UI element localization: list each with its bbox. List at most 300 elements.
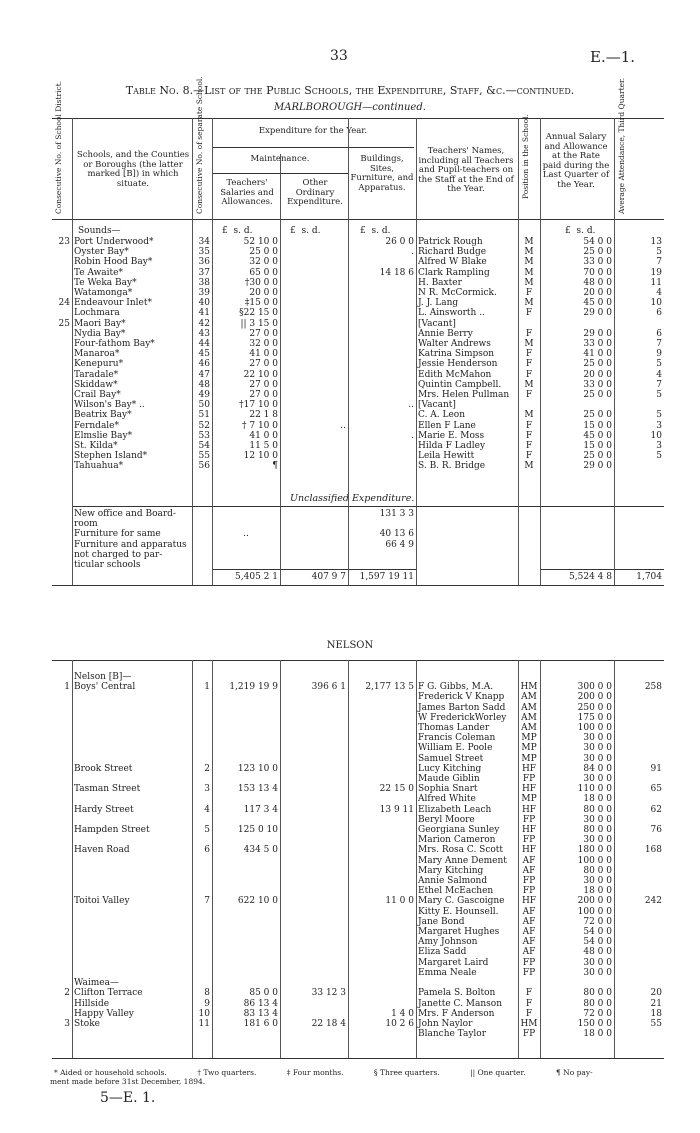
nelson-row bbox=[52, 917, 664, 927]
buildings-expenditure bbox=[348, 703, 416, 713]
other-expenditure bbox=[280, 876, 348, 886]
marlborough-row bbox=[52, 380, 664, 390]
average-attendance: 55 bbox=[650, 1018, 662, 1029]
school-number: 10 bbox=[198, 1008, 210, 1019]
school-name bbox=[72, 692, 192, 702]
annual-salary: 30 0 0 bbox=[583, 753, 612, 764]
school-name: Toitoi Valley bbox=[74, 896, 130, 907]
teachers-salaries: 12 10 0 bbox=[243, 451, 278, 462]
district-number: 3 bbox=[64, 1018, 70, 1029]
teacher-name: [Vacant] bbox=[418, 318, 456, 329]
average-attendance bbox=[614, 937, 664, 947]
teacher-position: AF bbox=[522, 947, 536, 958]
average-attendance bbox=[614, 461, 664, 471]
teacher-position: F bbox=[525, 988, 533, 999]
teachers-salaries: 11 5 0 bbox=[249, 441, 278, 452]
teacher-position: M bbox=[524, 267, 534, 278]
teachers-salaries bbox=[212, 835, 280, 845]
other-expenditure bbox=[280, 268, 348, 278]
school-name: Tasman Street bbox=[74, 784, 141, 795]
average-attendance bbox=[614, 815, 664, 825]
school-name bbox=[72, 835, 192, 845]
school-number bbox=[192, 754, 212, 764]
other-expenditure bbox=[280, 672, 348, 682]
average-attendance: 5 bbox=[656, 359, 662, 370]
teachers-salaries: .. bbox=[243, 529, 249, 540]
annual-salary bbox=[540, 519, 614, 529]
other-expenditure bbox=[280, 886, 348, 896]
teachers-salaries: ‡15 0 0 bbox=[244, 298, 278, 309]
district-number bbox=[52, 886, 72, 896]
teacher-position: M bbox=[524, 379, 534, 390]
teacher-position: AF bbox=[522, 906, 536, 917]
header-teachers-names: Teachers' Names, including all Teachers and Pupil-teachers on the Staff at the End of the Year. bbox=[418, 146, 514, 194]
buildings-expenditure bbox=[348, 288, 416, 298]
annual-salary: 72 0 0 bbox=[583, 916, 612, 927]
teachers-salaries bbox=[212, 774, 280, 784]
teacher-name: Margaret Laird bbox=[418, 957, 489, 968]
other-expenditure bbox=[280, 937, 348, 947]
buildings-expenditure: 40 13 6 bbox=[379, 529, 414, 540]
other-expenditure bbox=[280, 692, 348, 702]
unclassified-row bbox=[52, 519, 664, 529]
marlborough-row bbox=[52, 298, 664, 308]
footnote: * Aided or household schools. bbox=[54, 1068, 167, 1077]
annual-salary: 200 0 0 bbox=[577, 896, 612, 907]
school-name: Hardy Street bbox=[74, 804, 134, 815]
district-number bbox=[52, 703, 72, 713]
school-number bbox=[192, 907, 212, 917]
district-number bbox=[52, 754, 72, 764]
nelson-row bbox=[52, 815, 664, 825]
district-number bbox=[52, 247, 72, 257]
teacher-name bbox=[416, 672, 518, 682]
district-number bbox=[52, 1029, 72, 1039]
school-number bbox=[192, 927, 212, 937]
district-number bbox=[52, 441, 72, 451]
teacher-name: L. Ainsworth .. bbox=[418, 308, 485, 319]
unclassified-row bbox=[52, 540, 664, 550]
nelson-row bbox=[52, 835, 664, 845]
average-attendance: 10 bbox=[650, 298, 662, 309]
teachers-salaries: 86 13 4 bbox=[243, 998, 278, 1009]
other-expenditure bbox=[280, 380, 348, 390]
school-name: Boys' Central bbox=[74, 682, 136, 693]
district-number bbox=[52, 380, 72, 390]
teacher-position bbox=[518, 978, 540, 988]
district-number: 23 bbox=[58, 237, 70, 247]
district-number bbox=[52, 794, 72, 804]
buildings-expenditure bbox=[348, 886, 416, 896]
teacher-position: HF bbox=[521, 784, 537, 795]
other-expenditure bbox=[280, 896, 348, 906]
nelson-row bbox=[52, 754, 664, 764]
nelson-row bbox=[52, 1029, 664, 1039]
district-number bbox=[52, 410, 72, 420]
other-expenditure bbox=[280, 339, 348, 349]
teachers-salaries bbox=[212, 550, 280, 560]
school-name bbox=[72, 703, 192, 713]
buildings-expenditure bbox=[348, 835, 416, 845]
teacher-position: FP bbox=[522, 967, 536, 978]
marlborough-row bbox=[52, 359, 664, 369]
buildings-expenditure: .. bbox=[408, 400, 414, 411]
average-attendance bbox=[614, 519, 664, 529]
teachers-salaries: 123 10 0 bbox=[237, 763, 278, 774]
school-name: Oyster Bay* bbox=[74, 247, 129, 258]
expense-label: Furniture for same bbox=[74, 529, 161, 540]
school-number bbox=[192, 743, 212, 753]
school-number bbox=[192, 713, 212, 723]
buildings-expenditure bbox=[348, 349, 416, 359]
marlborough-row bbox=[52, 461, 664, 471]
district-number bbox=[52, 349, 72, 359]
school-number: 48 bbox=[198, 379, 210, 390]
teacher-name: Francis Coleman bbox=[418, 733, 496, 744]
teacher-position: FP bbox=[522, 1029, 536, 1040]
teacher-name: John Naylor bbox=[418, 1018, 473, 1029]
teacher-name: Eliza Sadd bbox=[418, 947, 467, 958]
teachers-salaries: 434 5 0 bbox=[243, 845, 278, 856]
currency-header-buildings: £ s. d. bbox=[360, 226, 391, 236]
other-expenditure bbox=[280, 461, 348, 471]
school-name: Elmslie Bay* bbox=[74, 430, 133, 441]
school-number: 43 bbox=[198, 328, 210, 339]
expense-label: New office and Board- bbox=[74, 509, 176, 519]
annual-salary: 15 0 0 bbox=[583, 441, 612, 452]
annual-salary: 54 0 0 bbox=[583, 937, 612, 948]
teacher-name bbox=[416, 540, 518, 550]
other-expenditure bbox=[280, 825, 348, 835]
teacher-position: F bbox=[525, 420, 533, 431]
buildings-expenditure bbox=[348, 733, 416, 743]
school-number bbox=[192, 937, 212, 947]
school-number: 5 bbox=[204, 825, 210, 836]
district-number bbox=[52, 519, 72, 529]
teacher-name bbox=[416, 529, 518, 539]
school-name: Stoke bbox=[74, 1018, 100, 1029]
marlborough-row bbox=[52, 319, 664, 329]
school-name: Te Weka Bay* bbox=[74, 277, 137, 288]
annual-salary: 29 0 0 bbox=[583, 308, 612, 319]
teachers-salaries: 117 3 4 bbox=[243, 804, 278, 815]
buildings-expenditure bbox=[348, 876, 416, 886]
teachers-salaries bbox=[212, 672, 280, 682]
region-heading-marlborough: MARLBOROUGH—continued. bbox=[274, 102, 426, 113]
footnote: || One quarter. bbox=[470, 1068, 526, 1077]
annual-salary: 300 0 0 bbox=[577, 682, 612, 693]
school-name: Hampden Street bbox=[74, 825, 150, 836]
marlborough-row bbox=[52, 370, 664, 380]
school-name bbox=[72, 947, 192, 957]
teacher-name: Leila Hewitt bbox=[418, 451, 475, 462]
school-number bbox=[192, 692, 212, 702]
page-signature: 5—E. 1. bbox=[100, 1090, 156, 1106]
district-number bbox=[52, 866, 72, 876]
other-expenditure: 33 12 3 bbox=[311, 988, 346, 999]
teachers-salaries: 83 13 4 bbox=[243, 1008, 278, 1019]
annual-salary: 80 0 0 bbox=[583, 988, 612, 999]
teacher-name: Mary Kitching bbox=[418, 865, 484, 876]
school-number: 8 bbox=[204, 988, 210, 999]
teacher-name: Alfred W Blake bbox=[418, 257, 487, 268]
teachers-salaries bbox=[212, 866, 280, 876]
annual-salary: 180 0 0 bbox=[577, 845, 612, 856]
teachers-salaries: 25 0 0 bbox=[249, 247, 278, 258]
annual-salary bbox=[540, 529, 614, 539]
other-expenditure bbox=[280, 540, 348, 550]
average-attendance bbox=[614, 835, 664, 845]
buildings-expenditure bbox=[348, 329, 416, 339]
school-number: 6 bbox=[204, 845, 210, 856]
teacher-position: M bbox=[524, 277, 534, 288]
annual-salary: 20 0 0 bbox=[583, 369, 612, 380]
teacher-name: Georgiana Sunley bbox=[418, 825, 500, 836]
average-attendance: 6 bbox=[656, 308, 662, 319]
school-number: 53 bbox=[198, 430, 210, 441]
school-name: Four-fathom Bay* bbox=[74, 339, 155, 350]
header-position: Position in the School. bbox=[521, 114, 530, 199]
school-number: 34 bbox=[198, 237, 210, 247]
district-number bbox=[52, 937, 72, 947]
school-name: Taradale* bbox=[74, 369, 119, 380]
district-number bbox=[52, 257, 72, 267]
teacher-name: Mary Anne Dement bbox=[418, 855, 507, 866]
teacher-name: Quintin Campbell. bbox=[418, 379, 502, 390]
average-attendance: 76 bbox=[650, 825, 662, 836]
district-number bbox=[52, 308, 72, 318]
teacher-position: M bbox=[524, 410, 534, 421]
other-expenditure bbox=[280, 999, 348, 1009]
teacher-position: AF bbox=[522, 916, 536, 927]
other-expenditure bbox=[280, 257, 348, 267]
unclassified-table bbox=[52, 509, 664, 570]
teacher-position: AF bbox=[522, 927, 536, 938]
teachers-salaries: 622 10 0 bbox=[237, 896, 278, 907]
teacher-name: Jane Bond bbox=[418, 916, 465, 927]
teacher-position: MP bbox=[521, 794, 537, 805]
average-attendance: 9 bbox=[656, 349, 662, 360]
buildings-expenditure: 66 4 9 bbox=[385, 539, 414, 550]
teachers-salaries bbox=[212, 856, 280, 866]
average-attendance: 258 bbox=[644, 682, 662, 693]
average-attendance: 242 bbox=[644, 896, 662, 907]
school-number bbox=[192, 958, 212, 968]
other-expenditure bbox=[280, 723, 348, 733]
school-name: Stephen Island* bbox=[74, 451, 148, 462]
teachers-salaries bbox=[212, 713, 280, 723]
nelson-row bbox=[52, 947, 664, 957]
other-expenditure bbox=[280, 298, 348, 308]
nelson-row bbox=[52, 907, 664, 917]
teachers-salaries bbox=[212, 947, 280, 957]
annual-salary bbox=[540, 672, 614, 682]
other-expenditure bbox=[280, 441, 348, 451]
average-attendance bbox=[614, 692, 664, 702]
district-number bbox=[52, 550, 72, 560]
teacher-position: MP bbox=[521, 733, 537, 744]
school-number bbox=[192, 917, 212, 927]
annual-salary bbox=[540, 540, 614, 550]
teacher-name: Lucy Kitching bbox=[418, 763, 482, 774]
district-number bbox=[52, 529, 72, 539]
annual-salary: 30 0 0 bbox=[583, 774, 612, 785]
teacher-position bbox=[518, 550, 540, 560]
average-attendance bbox=[614, 733, 664, 743]
buildings-expenditure: 131 3 3 bbox=[379, 509, 414, 519]
other-expenditure bbox=[280, 431, 348, 441]
school-name bbox=[72, 743, 192, 753]
teacher-name: William E. Poole bbox=[418, 743, 493, 754]
other-expenditure bbox=[280, 288, 348, 298]
buildings-expenditure bbox=[348, 845, 416, 855]
annual-salary: 30 0 0 bbox=[583, 835, 612, 846]
buildings-expenditure bbox=[348, 370, 416, 380]
teachers-salaries: † 7 10 0 bbox=[242, 420, 278, 431]
annual-salary: 175 0 0 bbox=[577, 712, 612, 723]
average-attendance: 3 bbox=[656, 441, 662, 452]
average-attendance bbox=[614, 400, 664, 410]
average-attendance: 20 bbox=[650, 988, 662, 999]
buildings-expenditure bbox=[348, 907, 416, 917]
teacher-name: Ethel McEachen bbox=[418, 886, 494, 897]
school-number: 1 bbox=[204, 682, 210, 693]
district-number: 2 bbox=[64, 988, 70, 999]
teacher-position: AM bbox=[521, 723, 537, 734]
other-expenditure bbox=[280, 978, 348, 988]
expense-label: room bbox=[74, 519, 98, 530]
teacher-position: AM bbox=[521, 692, 537, 703]
buildings-expenditure bbox=[348, 461, 416, 471]
teachers-salaries bbox=[212, 917, 280, 927]
district-number bbox=[52, 784, 72, 794]
teachers-salaries: 1,219 19 9 bbox=[229, 682, 278, 693]
marlborough-row bbox=[52, 339, 664, 349]
teacher-name: Marion Cameron bbox=[418, 835, 496, 846]
district-number bbox=[52, 560, 72, 570]
school-number: 47 bbox=[198, 369, 210, 380]
school-name: Manaroa* bbox=[74, 349, 120, 360]
teacher-position: F bbox=[525, 998, 533, 1009]
nelson-row bbox=[52, 988, 664, 998]
other-expenditure bbox=[280, 400, 348, 410]
nelson-row bbox=[52, 713, 664, 723]
annual-salary: 30 0 0 bbox=[583, 733, 612, 744]
buildings-expenditure bbox=[348, 958, 416, 968]
school-number: 7 bbox=[204, 896, 210, 907]
school-name: Tahuahua* bbox=[74, 461, 124, 472]
annual-salary: 70 0 0 bbox=[583, 267, 612, 278]
school-number: 55 bbox=[198, 451, 210, 462]
school-name bbox=[72, 856, 192, 866]
school-name bbox=[72, 968, 192, 978]
annual-salary: 45 0 0 bbox=[583, 298, 612, 309]
school-name: Crail Bay* bbox=[74, 390, 121, 401]
annual-salary: 29 0 0 bbox=[583, 461, 612, 472]
average-attendance bbox=[614, 774, 664, 784]
annual-salary: 100 0 0 bbox=[577, 855, 612, 866]
school-name: Watamonga* bbox=[74, 288, 133, 299]
teacher-position: HM bbox=[520, 1018, 538, 1029]
teachers-salaries bbox=[212, 815, 280, 825]
footnote-continuation: ment made before 31st December, 1894. bbox=[50, 1077, 206, 1086]
buildings-expenditure bbox=[348, 774, 416, 784]
nelson-row bbox=[52, 692, 664, 702]
average-attendance bbox=[614, 319, 664, 329]
school-number bbox=[192, 540, 212, 550]
school-name bbox=[72, 907, 192, 917]
school-number bbox=[192, 794, 212, 804]
page-number: 33 bbox=[330, 48, 348, 64]
teacher-name: Katrina Simpson bbox=[418, 349, 495, 360]
marlborough-row bbox=[52, 247, 664, 257]
header-expenditure: Expenditure for the Year. bbox=[258, 126, 368, 136]
buildings-expenditure bbox=[348, 421, 416, 431]
marlborough-row bbox=[52, 257, 664, 267]
district-number bbox=[52, 692, 72, 702]
district-number bbox=[52, 978, 72, 988]
teacher-name bbox=[416, 509, 518, 519]
footnote: † Two quarters. bbox=[197, 1068, 257, 1077]
annual-salary: 25 0 0 bbox=[583, 247, 612, 258]
school-number: 37 bbox=[198, 267, 210, 278]
teachers-salaries bbox=[212, 1029, 280, 1039]
school-name: St. Kilda* bbox=[74, 441, 118, 452]
school-name: Lochmara bbox=[74, 308, 120, 319]
header-district-no: Consecutive No. of School District. bbox=[54, 80, 63, 214]
other-expenditure bbox=[280, 703, 348, 713]
school-name: Nelson [B]— bbox=[74, 672, 132, 682]
annual-salary: 100 0 0 bbox=[577, 906, 612, 917]
average-attendance: 4 bbox=[656, 288, 662, 299]
teacher-position bbox=[518, 400, 540, 410]
school-name: Skiddaw* bbox=[74, 379, 118, 390]
nelson-row bbox=[52, 999, 664, 1009]
buildings-expenditure bbox=[348, 390, 416, 400]
teacher-position: MP bbox=[521, 753, 537, 764]
other-expenditure bbox=[280, 815, 348, 825]
teachers-salaries bbox=[212, 723, 280, 733]
teachers-salaries: 27 0 0 bbox=[249, 379, 278, 390]
other-expenditure bbox=[280, 278, 348, 288]
teacher-position: FP bbox=[522, 876, 536, 887]
teachers-salaries bbox=[212, 703, 280, 713]
annual-salary: 30 0 0 bbox=[583, 814, 612, 825]
annual-salary: 48 0 0 bbox=[583, 277, 612, 288]
teachers-salaries: 153 13 4 bbox=[237, 784, 278, 795]
teacher-name: H. Baxter bbox=[418, 277, 462, 288]
average-attendance: 168 bbox=[644, 845, 662, 856]
teachers-salaries: 20 0 0 bbox=[249, 288, 278, 299]
school-number bbox=[192, 866, 212, 876]
school-number: 4 bbox=[204, 804, 210, 815]
other-expenditure bbox=[280, 410, 348, 420]
teachers-salaries bbox=[212, 937, 280, 947]
district-number bbox=[52, 968, 72, 978]
other-expenditure bbox=[280, 713, 348, 723]
teacher-name: Samuel Street bbox=[418, 753, 484, 764]
teacher-name: Edith McMahon bbox=[418, 369, 492, 380]
school-number bbox=[192, 947, 212, 957]
buildings-expenditure bbox=[348, 999, 416, 1009]
teacher-position bbox=[518, 560, 540, 570]
other-expenditure bbox=[280, 917, 348, 927]
teacher-name: Blanche Taylor bbox=[418, 1029, 487, 1040]
school-number bbox=[192, 529, 212, 539]
teachers-salaries bbox=[212, 692, 280, 702]
teacher-position: MP bbox=[521, 743, 537, 754]
teacher-position: M bbox=[524, 247, 534, 258]
